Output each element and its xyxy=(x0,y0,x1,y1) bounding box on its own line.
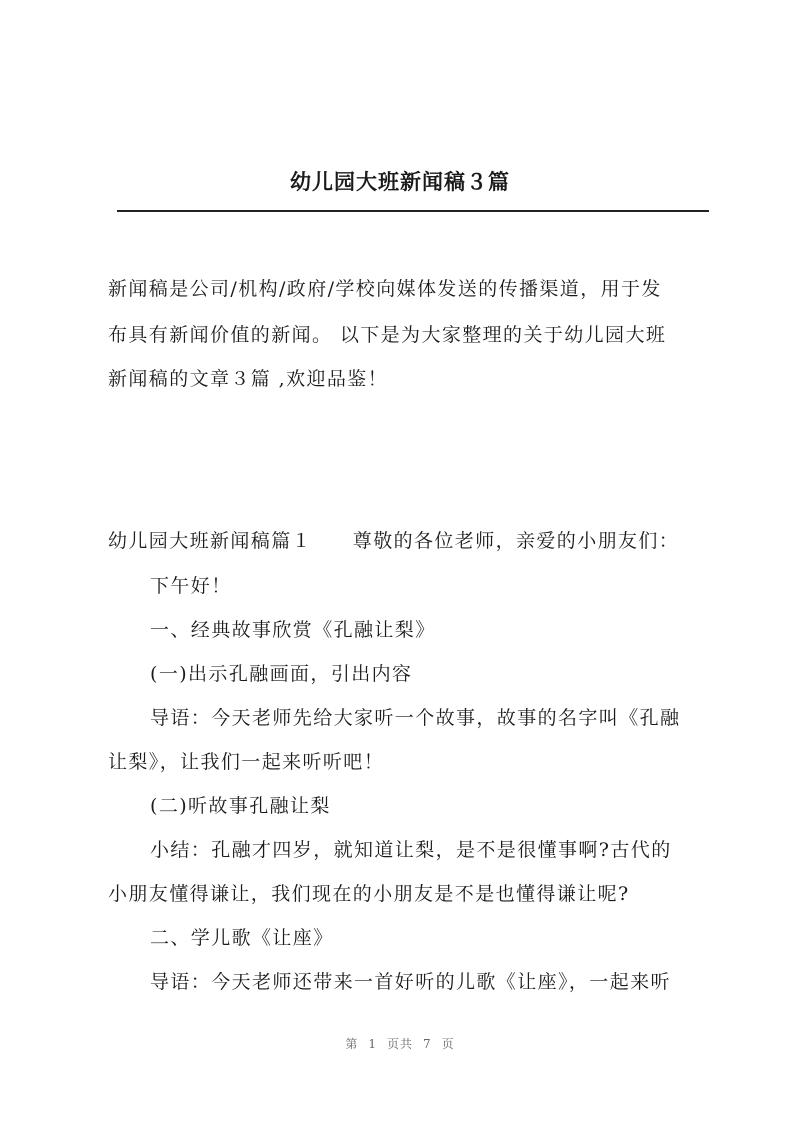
body-line-greeting: 下午好！ xyxy=(150,575,232,597)
intro-line-3: 新闻稿的文章３篇 ,欢迎品鉴！ xyxy=(108,368,389,390)
page-footer xyxy=(0,1035,800,1052)
body-line-part-one-heading: 一、经典故事欣赏《孔融让梨》 xyxy=(150,619,436,641)
document-title: 幼儿园大班新闻稿３篇 xyxy=(290,169,510,194)
body-line-intro-b: 让梨》，让我们一起来听听吧！ xyxy=(108,751,385,773)
intro-line-1: 新闻稿是公司/机构/政府/学校向媒体发送的传播渠道，用于发 xyxy=(108,278,662,300)
body-line-step-one: (一)出示孔融画面，引出内容 xyxy=(150,663,413,685)
footer-suffix: 页 xyxy=(441,1037,455,1051)
body-line-summary-a: 小结：孔融才四岁，就知道让梨，是不是很懂事啊?古代的 xyxy=(150,839,672,861)
footer-page-number: 1 xyxy=(368,1037,377,1051)
body-line-intro-c: 导语：今天老师还带来一首好听的儿歌《让座》，一起来听 xyxy=(150,971,671,993)
footer-middle: 页共 xyxy=(386,1037,413,1051)
title-underline xyxy=(117,210,709,212)
footer-total-pages: 7 xyxy=(423,1037,432,1051)
body-line-summary-b: 小朋友懂得谦让，我们现在的小朋友是不是也懂得谦让呢? xyxy=(108,883,630,905)
section-heading-line: 幼儿园大班新闻稿篇１ 尊敬的各位老师，亲爱的小朋友们： xyxy=(108,530,680,552)
body-line-step-two: (二)听故事孔融让梨 xyxy=(150,795,331,817)
body-line-part-two-heading: 二、学儿歌《让座》 xyxy=(150,927,334,949)
body-line-intro-a: 导语：今天老师先给大家听一个故事，故事的名字叫《孔融 xyxy=(150,707,681,729)
footer-prefix: 第 xyxy=(345,1037,359,1051)
intro-line-2: 布具有新闻价值的新闻。 以下是为大家整理的关于幼儿园大班 xyxy=(108,324,667,346)
